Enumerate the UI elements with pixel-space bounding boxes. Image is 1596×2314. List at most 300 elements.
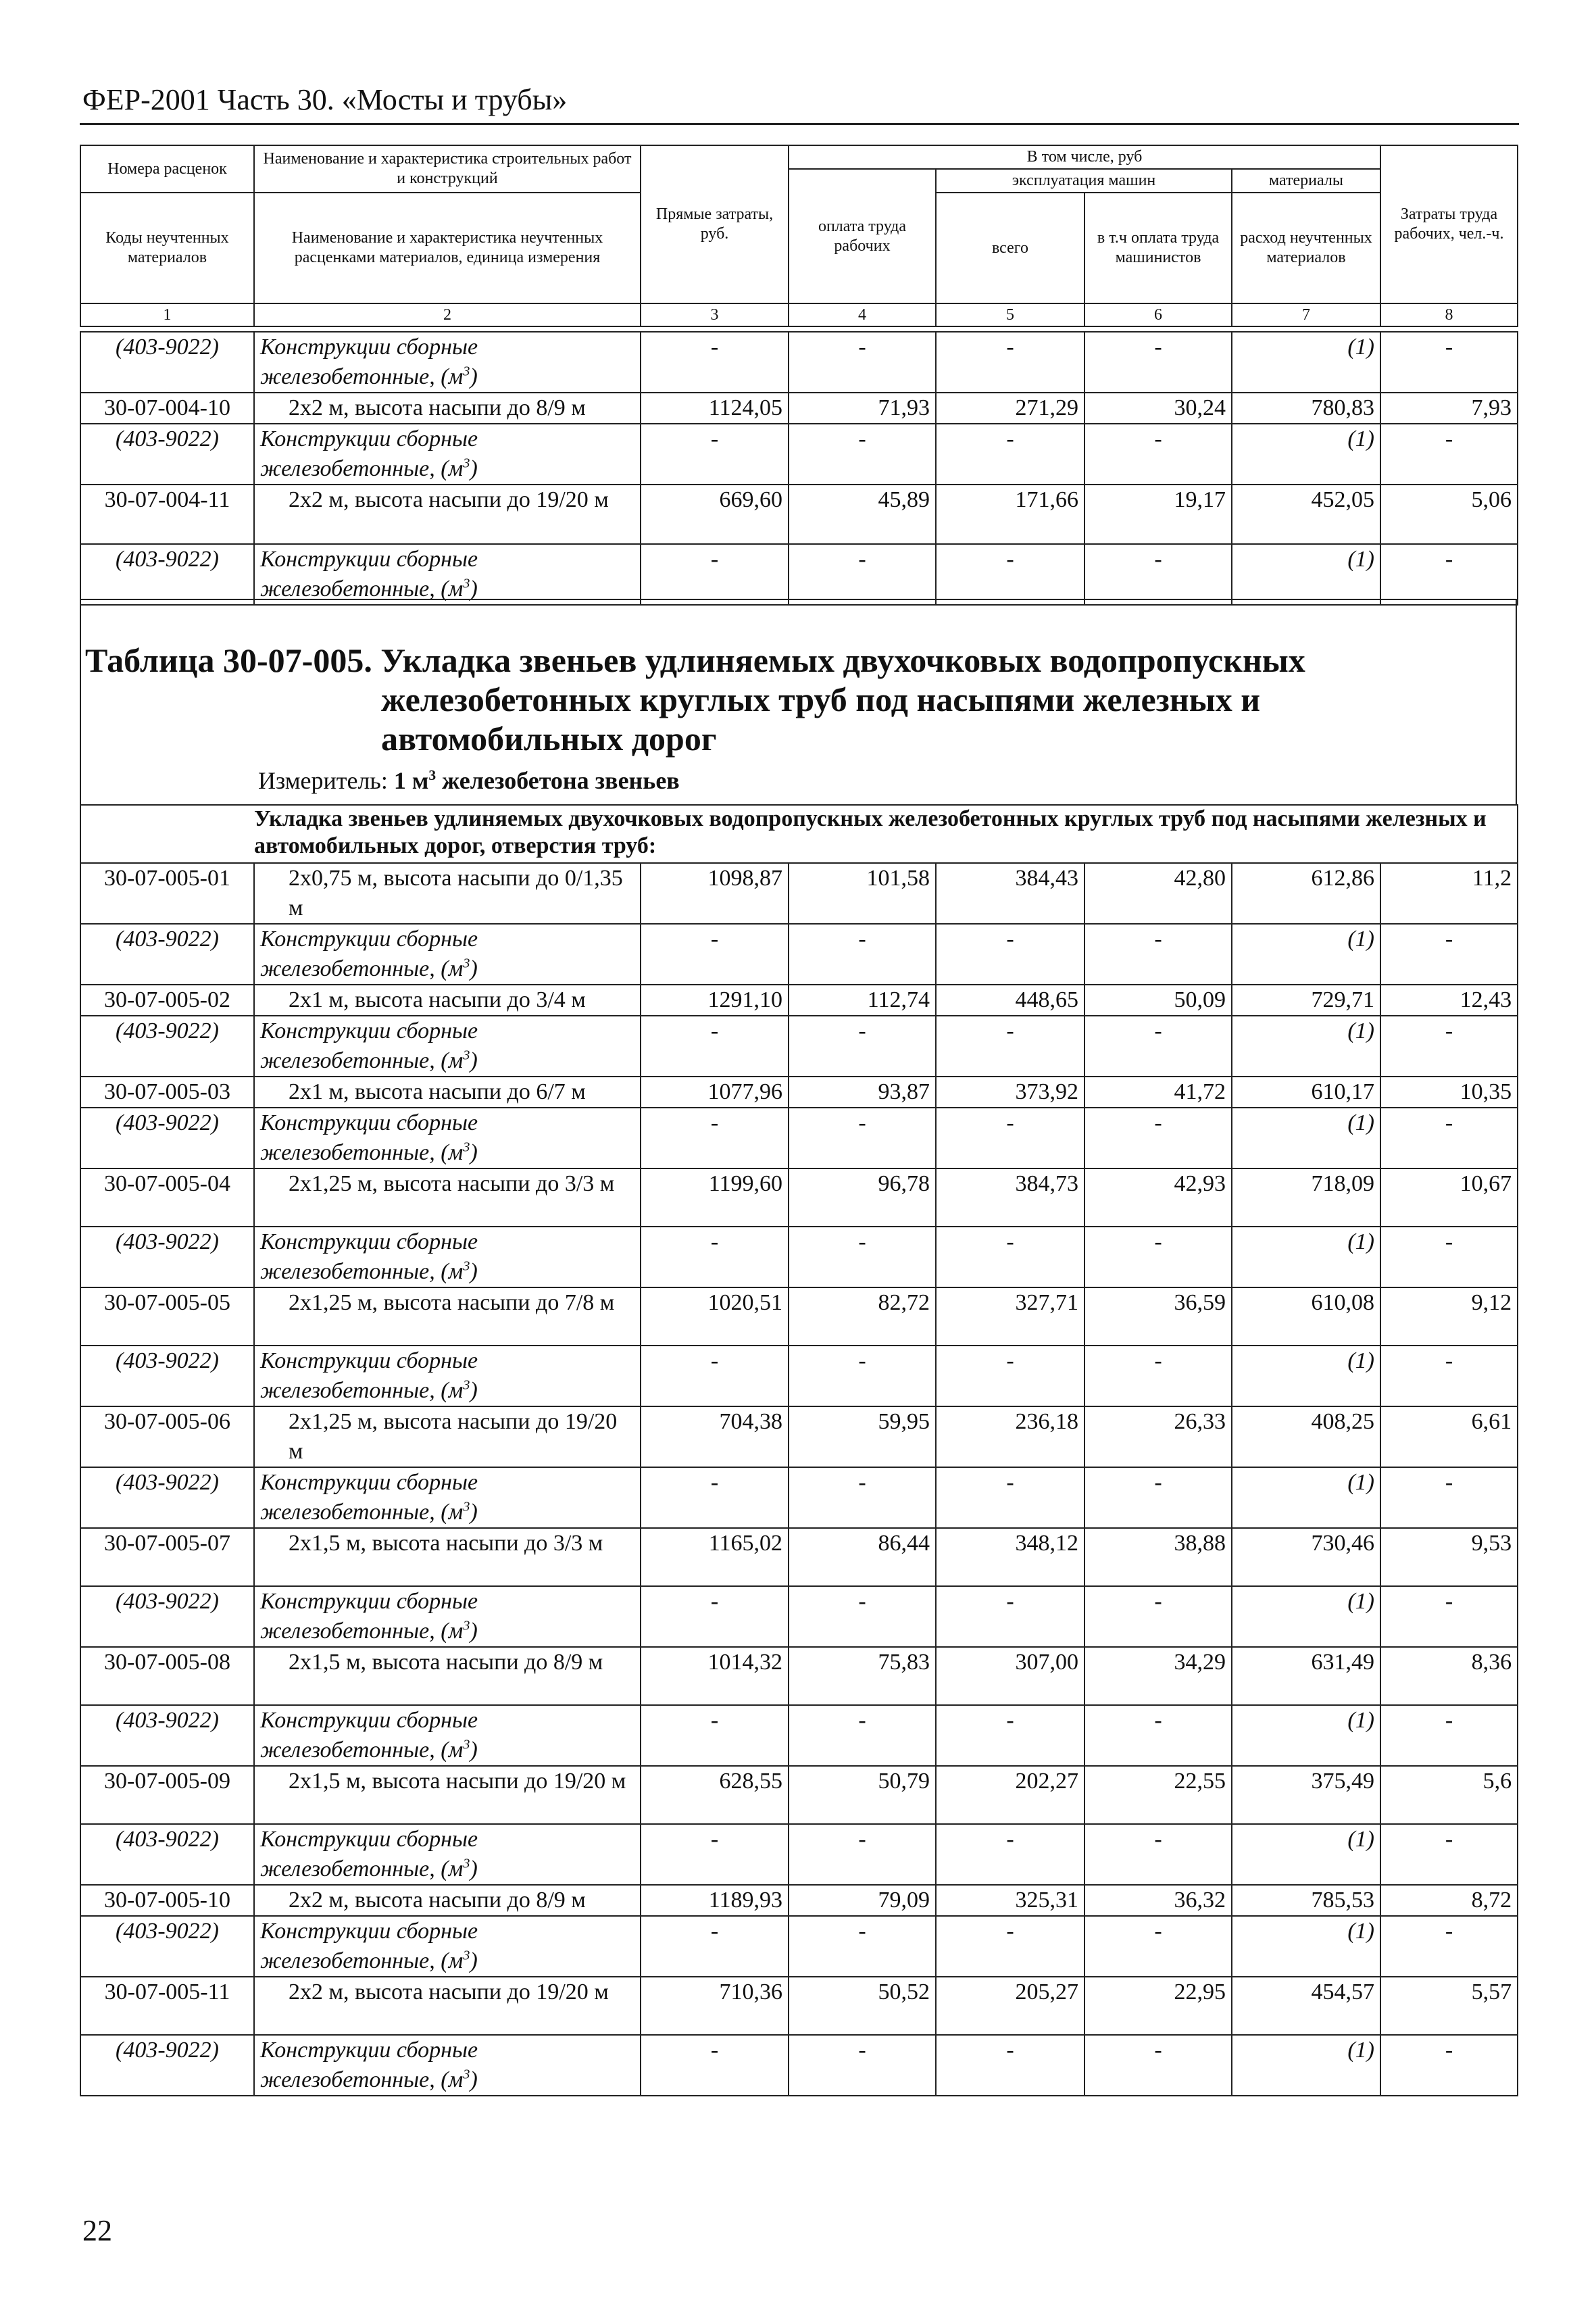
- rate-code: 30-07-005-01: [80, 863, 254, 924]
- material-qty-cell: [1232, 1824, 1380, 1885]
- column-number: 8: [1380, 303, 1518, 326]
- materials-cost: 452,05: [1232, 485, 1380, 544]
- materials-cost: 610,08: [1232, 1287, 1380, 1346]
- labor-pay: 71,93: [789, 393, 936, 424]
- dash-value: -: [936, 1346, 1084, 1406]
- material-code: (403-9022): [116, 547, 219, 572]
- material-row: [80, 2035, 1518, 2096]
- dash-value: -: [936, 1467, 1084, 1528]
- labor-hours: 5,06: [1380, 485, 1518, 544]
- material-row: [80, 1108, 1518, 1168]
- dash-value: -: [789, 1705, 936, 1766]
- rate-code: 30-07-005-03: [80, 1077, 254, 1108]
- dash-value: -: [1380, 1916, 1518, 1977]
- operator-pay: 41,72: [1084, 1077, 1232, 1108]
- material-code: (403-9022): [116, 2038, 219, 2063]
- operator-pay: 30,24: [1084, 393, 1232, 424]
- material-qty-cell: [1232, 1108, 1380, 1168]
- rate-code: 30-07-005-07: [80, 1528, 254, 1586]
- header-machines-total: всего: [936, 193, 1084, 303]
- material-name: Конструкции сборные железобетонные, $(м^3)$: [260, 1708, 478, 1763]
- dash-value: -: [1084, 1705, 1232, 1766]
- header-material-codes: Коды неучтенных материалов: [80, 193, 254, 303]
- table-row: [80, 485, 1518, 544]
- header-rule: [80, 123, 1519, 125]
- direct-costs: 1189,93: [641, 1885, 789, 1916]
- material-name: Конструкции сборные железобетонные, $(м^3)$: [260, 1348, 478, 1403]
- dash-value: -: [1084, 544, 1232, 605]
- dash-value: -: [789, 1916, 936, 1977]
- materials-cost: 718,09: [1232, 1168, 1380, 1227]
- material-code-cell: [80, 1346, 254, 1406]
- material-name: Конструкции сборные железобетонные, $(м^3)$: [260, 1589, 478, 1644]
- labor-pay: 59,95: [789, 1406, 936, 1467]
- material-code-cell: [80, 1467, 254, 1528]
- material-qty-cell: [1232, 1346, 1380, 1406]
- direct-costs: 1291,10: [641, 985, 789, 1016]
- dash-value: -: [1084, 924, 1232, 985]
- machines-total: 448,65: [936, 985, 1084, 1016]
- material-code: (403-9022): [116, 335, 219, 360]
- work-description: 2х1,25 м, высота насыпи до 19/20 м: [254, 1406, 641, 1467]
- rate-code: 30-07-005-04: [80, 1168, 254, 1227]
- labor-hours: 9,12: [1380, 1287, 1518, 1346]
- header-material-usage: расход неучтенных материалов: [1232, 193, 1380, 303]
- operator-pay: 50,09: [1084, 985, 1232, 1016]
- header-including-group: В том числе, руб: [789, 145, 1380, 169]
- materials-cost: 631,49: [1232, 1647, 1380, 1705]
- dash-value: -: [1084, 1016, 1232, 1077]
- machines-total: 384,73: [936, 1168, 1084, 1227]
- dash-value: -: [936, 2035, 1084, 2096]
- material-name-cell: [254, 2035, 641, 2096]
- machines-total: 348,12: [936, 1528, 1084, 1586]
- operator-pay: 36,32: [1084, 1885, 1232, 1916]
- labor-hours: 10,67: [1380, 1168, 1518, 1227]
- material-name-cell: [254, 544, 641, 605]
- dash-value: -: [641, 924, 789, 985]
- dash-value: -: [936, 1016, 1084, 1077]
- header-machines-group: эксплуатация машин: [936, 169, 1232, 193]
- dash-value: -: [641, 1346, 789, 1406]
- labor-pay: 93,87: [789, 1077, 936, 1108]
- machines-total: 307,00: [936, 1647, 1084, 1705]
- material-row: [80, 544, 1518, 605]
- material-name-cell: [254, 1016, 641, 1077]
- dash-value: -: [789, 924, 936, 985]
- dash-value: -: [641, 544, 789, 605]
- rate-code: 30-07-005-11: [80, 1977, 254, 2035]
- dash-value: -: [641, 1705, 789, 1766]
- work-description: 2х1 м, высота насыпи до 6/7 м: [254, 1077, 641, 1108]
- material-code: (403-9022): [116, 927, 219, 952]
- materials-cost: 785,53: [1232, 1885, 1380, 1916]
- dash-value: -: [641, 1108, 789, 1168]
- column-number: 5: [936, 303, 1084, 326]
- material-qty-cell: [1232, 1227, 1380, 1287]
- material-qty: (1): [1347, 1110, 1374, 1135]
- dash-value: -: [1084, 1916, 1232, 1977]
- rate-code: 30-07-005-05: [80, 1287, 254, 1346]
- column-header-table: [80, 145, 1518, 327]
- material-name: Конструкции сборные железобетонные, $(м^3)$: [260, 1827, 478, 1881]
- material-name-cell: [254, 1346, 641, 1406]
- material-qty: (1): [1347, 1470, 1374, 1495]
- table-row: [80, 1766, 1518, 1824]
- header-labor-pay: оплата труда рабочих: [789, 169, 936, 303]
- direct-costs: 1165,02: [641, 1528, 789, 1586]
- header-labor-hours: Затраты труда рабочих, чел.-ч.: [1380, 145, 1518, 303]
- operator-pay: 34,29: [1084, 1647, 1232, 1705]
- work-description: 2х1,5 м, высота насыпи до 19/20 м: [254, 1766, 641, 1824]
- material-qty: (1): [1347, 1827, 1374, 1852]
- material-code-cell: [80, 1227, 254, 1287]
- material-row: [80, 1346, 1518, 1406]
- dash-value: -: [1084, 332, 1232, 393]
- dash-value: -: [789, 1108, 936, 1168]
- material-code-cell: [80, 2035, 254, 2096]
- dash-value: -: [789, 544, 936, 605]
- machines-total: 373,92: [936, 1077, 1084, 1108]
- material-name: Конструкции сборные железобетонные, $(м^3)$: [260, 2038, 478, 2092]
- material-code: (403-9022): [116, 1229, 219, 1254]
- dash-value: -: [936, 1108, 1084, 1168]
- table-row: [80, 1885, 1518, 1916]
- table-row: [80, 1647, 1518, 1705]
- header-rate-numbers: Номера расценок: [80, 145, 254, 193]
- dash-value: -: [1380, 1586, 1518, 1647]
- table-row: [80, 1077, 1518, 1108]
- material-name: Конструкции сборные железобетонные, $(м^3)$: [260, 335, 478, 389]
- dash-value: -: [1380, 1227, 1518, 1287]
- operator-pay: 38,88: [1084, 1528, 1232, 1586]
- work-description: 2х1,25 м, высота насыпи до 7/8 м: [254, 1287, 641, 1346]
- direct-costs: 1124,05: [641, 393, 789, 424]
- material-qty-cell: [1232, 1705, 1380, 1766]
- labor-hours: 10,35: [1380, 1077, 1518, 1108]
- material-name-cell: [254, 1916, 641, 1977]
- labor-pay: 79,09: [789, 1885, 936, 1916]
- material-qty: (1): [1347, 1708, 1374, 1733]
- dash-value: -: [1084, 1824, 1232, 1885]
- labor-pay: 96,78: [789, 1168, 936, 1227]
- dash-value: -: [936, 1586, 1084, 1647]
- material-name-cell: [254, 924, 641, 985]
- labor-pay: 112,74: [789, 985, 936, 1016]
- rate-code: 30-07-004-10: [80, 393, 254, 424]
- labor-pay: 86,44: [789, 1528, 936, 1586]
- material-qty: (1): [1347, 2038, 1374, 2063]
- header-direct-costs: Прямые затраты, руб.: [641, 145, 789, 303]
- material-qty: (1): [1347, 1018, 1374, 1043]
- material-name: Конструкции сборные железобетонные, $(м^3)$: [260, 1229, 478, 1284]
- direct-costs: 704,38: [641, 1406, 789, 1467]
- dash-value: -: [789, 2035, 936, 2096]
- measure-unit: Измеритель: 1 $м^3$ железобетона звеньев: [258, 767, 680, 794]
- material-name: Конструкции сборные железобетонные, $(м^3)$: [260, 1018, 478, 1073]
- work-description: 2х1,5 м, высота насыпи до 8/9 м: [254, 1647, 641, 1705]
- material-qty: (1): [1347, 1348, 1374, 1373]
- material-row: [80, 1586, 1518, 1647]
- dash-value: -: [1380, 424, 1518, 485]
- rate-code: 30-07-005-02: [80, 985, 254, 1016]
- dash-value: -: [1380, 1824, 1518, 1885]
- material-qty: (1): [1347, 927, 1374, 952]
- material-code: (403-9022): [116, 1470, 219, 1495]
- material-name: Конструкции сборные железобетонные, $(м^3)$: [260, 1470, 478, 1525]
- materials-cost: 408,25: [1232, 1406, 1380, 1467]
- dash-value: -: [641, 1016, 789, 1077]
- table-005: [80, 804, 1518, 2096]
- dash-value: -: [1084, 2035, 1232, 2096]
- work-description: 2х2 м, высота насыпи до 19/20 м: [254, 1977, 641, 2035]
- labor-hours: 9,53: [1380, 1528, 1518, 1586]
- labor-hours: 8,72: [1380, 1885, 1518, 1916]
- rate-code: 30-07-005-10: [80, 1885, 254, 1916]
- table-004-continuation: [80, 331, 1518, 606]
- direct-costs: 710,36: [641, 1977, 789, 2035]
- dash-value: -: [1380, 2035, 1518, 2096]
- machines-total: 202,27: [936, 1766, 1084, 1824]
- machines-total: 384,43: [936, 863, 1084, 924]
- header-material-name: Наименование и характеристика неучтенных расценками материалов, единица измерения: [254, 193, 641, 303]
- table-row: [80, 1406, 1518, 1467]
- materials-cost: 454,57: [1232, 1977, 1380, 2035]
- material-name-cell: [254, 1227, 641, 1287]
- material-qty: (1): [1347, 1919, 1374, 1944]
- dash-value: -: [789, 424, 936, 485]
- table-row: [80, 985, 1518, 1016]
- dash-value: -: [936, 1227, 1084, 1287]
- column-number: 6: [1084, 303, 1232, 326]
- material-qty-cell: [1232, 1916, 1380, 1977]
- column-number: 2: [254, 303, 641, 326]
- material-qty-cell: [1232, 924, 1380, 985]
- dash-value: -: [789, 1016, 936, 1077]
- dash-value: -: [1380, 332, 1518, 393]
- material-code: (403-9022): [116, 1348, 219, 1373]
- materials-cost: 730,46: [1232, 1528, 1380, 1586]
- table-005-rows: [80, 863, 1518, 2096]
- direct-costs: 1014,32: [641, 1647, 789, 1705]
- work-description: 2х2 м, высота насыпи до 8/9 м: [254, 1885, 641, 1916]
- labor-pay: 101,58: [789, 863, 936, 924]
- operator-pay: 42,80: [1084, 863, 1232, 924]
- header-work-name: Наименование и характеристика строительных работ и конструкций: [254, 145, 641, 193]
- material-name: Конструкции сборные железобетонные, $(м^3)$: [260, 927, 478, 981]
- machines-total: 205,27: [936, 1977, 1084, 2035]
- dash-value: -: [641, 1916, 789, 1977]
- material-row: [80, 1916, 1518, 1977]
- dash-value: -: [641, 1586, 789, 1647]
- labor-pay: 82,72: [789, 1287, 936, 1346]
- column-number: 3: [641, 303, 789, 326]
- header-operator-pay: в т.ч оплата труда машинистов: [1084, 193, 1232, 303]
- material-code-cell: [80, 1705, 254, 1766]
- material-qty: (1): [1347, 1229, 1374, 1254]
- material-name: Конструкции сборные железобетонные, $(м^3)$: [260, 426, 478, 481]
- material-name-cell: [254, 424, 641, 485]
- operator-pay: 26,33: [1084, 1406, 1232, 1467]
- material-name: Конструкции сборные железобетонные, $(м^3)$: [260, 1110, 478, 1165]
- material-row: [80, 424, 1518, 485]
- material-code: (403-9022): [116, 1827, 219, 1852]
- materials-cost: 375,49: [1232, 1766, 1380, 1824]
- material-name-cell: [254, 1467, 641, 1528]
- dash-value: -: [1380, 1108, 1518, 1168]
- dash-value: -: [1084, 1108, 1232, 1168]
- material-row: [80, 1824, 1518, 1885]
- document-header: ФЕР-2001 Часть 30. «Мосты и трубы»: [82, 83, 568, 116]
- material-qty-cell: [1232, 1586, 1380, 1647]
- material-qty-cell: [1232, 544, 1380, 605]
- table-005-title-block: [80, 599, 1517, 804]
- material-code-cell: [80, 924, 254, 985]
- material-name: Конструкции сборные железобетонные, $(м^3)$: [260, 1919, 478, 1973]
- work-description: 2х2 м, высота насыпи до 19/20 м: [254, 485, 641, 544]
- dash-value: -: [641, 1824, 789, 1885]
- dash-value: -: [641, 332, 789, 393]
- dash-value: -: [641, 424, 789, 485]
- dash-value: -: [1084, 1586, 1232, 1647]
- material-row: [80, 924, 1518, 985]
- dash-value: -: [789, 1586, 936, 1647]
- material-qty-cell: [1232, 424, 1380, 485]
- labor-pay: 45,89: [789, 485, 936, 544]
- dash-value: -: [1084, 1467, 1232, 1528]
- dash-value: -: [641, 2035, 789, 2096]
- material-qty: (1): [1347, 1589, 1374, 1614]
- dash-value: -: [1084, 424, 1232, 485]
- work-description: 2х1,5 м, высота насыпи до 3/3 м: [254, 1528, 641, 1586]
- machines-total: 325,31: [936, 1885, 1084, 1916]
- material-row: [80, 1705, 1518, 1766]
- material-code-cell: [80, 424, 254, 485]
- dash-value: -: [1380, 924, 1518, 985]
- dash-value: -: [789, 1227, 936, 1287]
- table-row: [80, 863, 1518, 924]
- table-row: [80, 332, 1518, 393]
- material-qty: (1): [1347, 426, 1374, 451]
- material-code-cell: [80, 1824, 254, 1885]
- labor-hours: 6,61: [1380, 1406, 1518, 1467]
- material-qty-cell: [1232, 1467, 1380, 1528]
- material-code: (403-9022): [116, 1919, 219, 1944]
- operator-pay: 42,93: [1084, 1168, 1232, 1227]
- labor-pay: 50,79: [789, 1766, 936, 1824]
- direct-costs: 1077,96: [641, 1077, 789, 1108]
- material-code-cell: [80, 1108, 254, 1168]
- machines-total: 271,29: [936, 393, 1084, 424]
- material-code-cell: [80, 544, 254, 605]
- material-qty: (1): [1347, 335, 1374, 360]
- table-row: [80, 393, 1518, 424]
- materials-cost: 780,83: [1232, 393, 1380, 424]
- material-row: [80, 1467, 1518, 1528]
- material-code-cell: [80, 1016, 254, 1077]
- material-code-cell: [80, 1916, 254, 1977]
- labor-hours: 12,43: [1380, 985, 1518, 1016]
- machines-total: 327,71: [936, 1287, 1084, 1346]
- table-row: [80, 1977, 1518, 2035]
- direct-costs: 628,55: [641, 1766, 789, 1824]
- dash-value: -: [1380, 1016, 1518, 1077]
- dash-value: -: [936, 1705, 1084, 1766]
- dash-value: -: [1380, 544, 1518, 605]
- material-code: (403-9022): [116, 426, 219, 451]
- work-description: 2х1 м, высота насыпи до 3/4 м: [254, 985, 641, 1016]
- material-name-cell: [254, 1108, 641, 1168]
- dash-value: -: [1084, 1346, 1232, 1406]
- section-title: Укладка звеньев удлиняемых двухочковых водопропускных железобетонных круглых труб под насыпями железных и автомобильных дорог, отверстия труб:: [254, 805, 1518, 863]
- rate-code: 30-07-004-11: [80, 485, 254, 544]
- material-code: (403-9022): [116, 1110, 219, 1135]
- material-code: (403-9022): [116, 1018, 219, 1043]
- rate-code: 30-07-005-06: [80, 1406, 254, 1467]
- material-row: [80, 1016, 1518, 1077]
- dash-value: -: [789, 1346, 936, 1406]
- column-number: 4: [789, 303, 936, 326]
- dash-value: -: [789, 1824, 936, 1885]
- dash-value: -: [1380, 1705, 1518, 1766]
- section-title-row: [80, 805, 1518, 863]
- table-row: [80, 1528, 1518, 1586]
- labor-hours: 8,36: [1380, 1647, 1518, 1705]
- work-description: 2х0,75 м, высота насыпи до 0/1,35 м: [254, 863, 641, 924]
- labor-hours: 7,93: [1380, 393, 1518, 424]
- operator-pay: 19,17: [1084, 485, 1232, 544]
- page-number: 22: [82, 2214, 112, 2247]
- column-number: 1: [80, 303, 254, 326]
- work-description: 2х1,25 м, высота насыпи до 3/3 м: [254, 1168, 641, 1227]
- materials-cost: 610,17: [1232, 1077, 1380, 1108]
- dash-value: -: [936, 424, 1084, 485]
- dash-value: -: [936, 332, 1084, 393]
- material-name-cell: [254, 1705, 641, 1766]
- labor-pay: 50,52: [789, 1977, 936, 2035]
- material-name-cell: [254, 1824, 641, 1885]
- dash-value: -: [1380, 1346, 1518, 1406]
- labor-hours: 11,2: [1380, 863, 1518, 924]
- direct-costs: 669,60: [641, 485, 789, 544]
- table-005-title: Таблица 30-07-005. Укладка звеньев удлиняемых двухочковых водопропускных железобетонных круглых труб под насыпями железных и автомобильных дорог: [85, 641, 1305, 758]
- material-qty: (1): [1347, 547, 1374, 572]
- dash-value: -: [1380, 1467, 1518, 1528]
- material-code: (403-9022): [116, 1589, 219, 1614]
- dash-value: -: [641, 1227, 789, 1287]
- dash-value: -: [789, 1467, 936, 1528]
- dash-value: -: [641, 1467, 789, 1528]
- operator-pay: 22,55: [1084, 1766, 1232, 1824]
- dash-value: -: [936, 1916, 1084, 1977]
- labor-pay: 75,83: [789, 1647, 936, 1705]
- table-row: [80, 1168, 1518, 1227]
- materials-cost: 729,71: [1232, 985, 1380, 1016]
- header-materials-group: материалы: [1232, 169, 1380, 193]
- dash-value: -: [936, 1824, 1084, 1885]
- material-code: (403-9022): [116, 1708, 219, 1733]
- table-row: [80, 1287, 1518, 1346]
- column-number: 7: [1232, 303, 1380, 326]
- direct-costs: 1199,60: [641, 1168, 789, 1227]
- direct-costs: 1098,87: [641, 863, 789, 924]
- machines-total: 236,18: [936, 1406, 1084, 1467]
- rate-code: 30-07-005-08: [80, 1647, 254, 1705]
- material-qty-cell: [1232, 1016, 1380, 1077]
- dash-value: -: [789, 332, 936, 393]
- operator-pay: 22,95: [1084, 1977, 1232, 2035]
- operator-pay: 36,59: [1084, 1287, 1232, 1346]
